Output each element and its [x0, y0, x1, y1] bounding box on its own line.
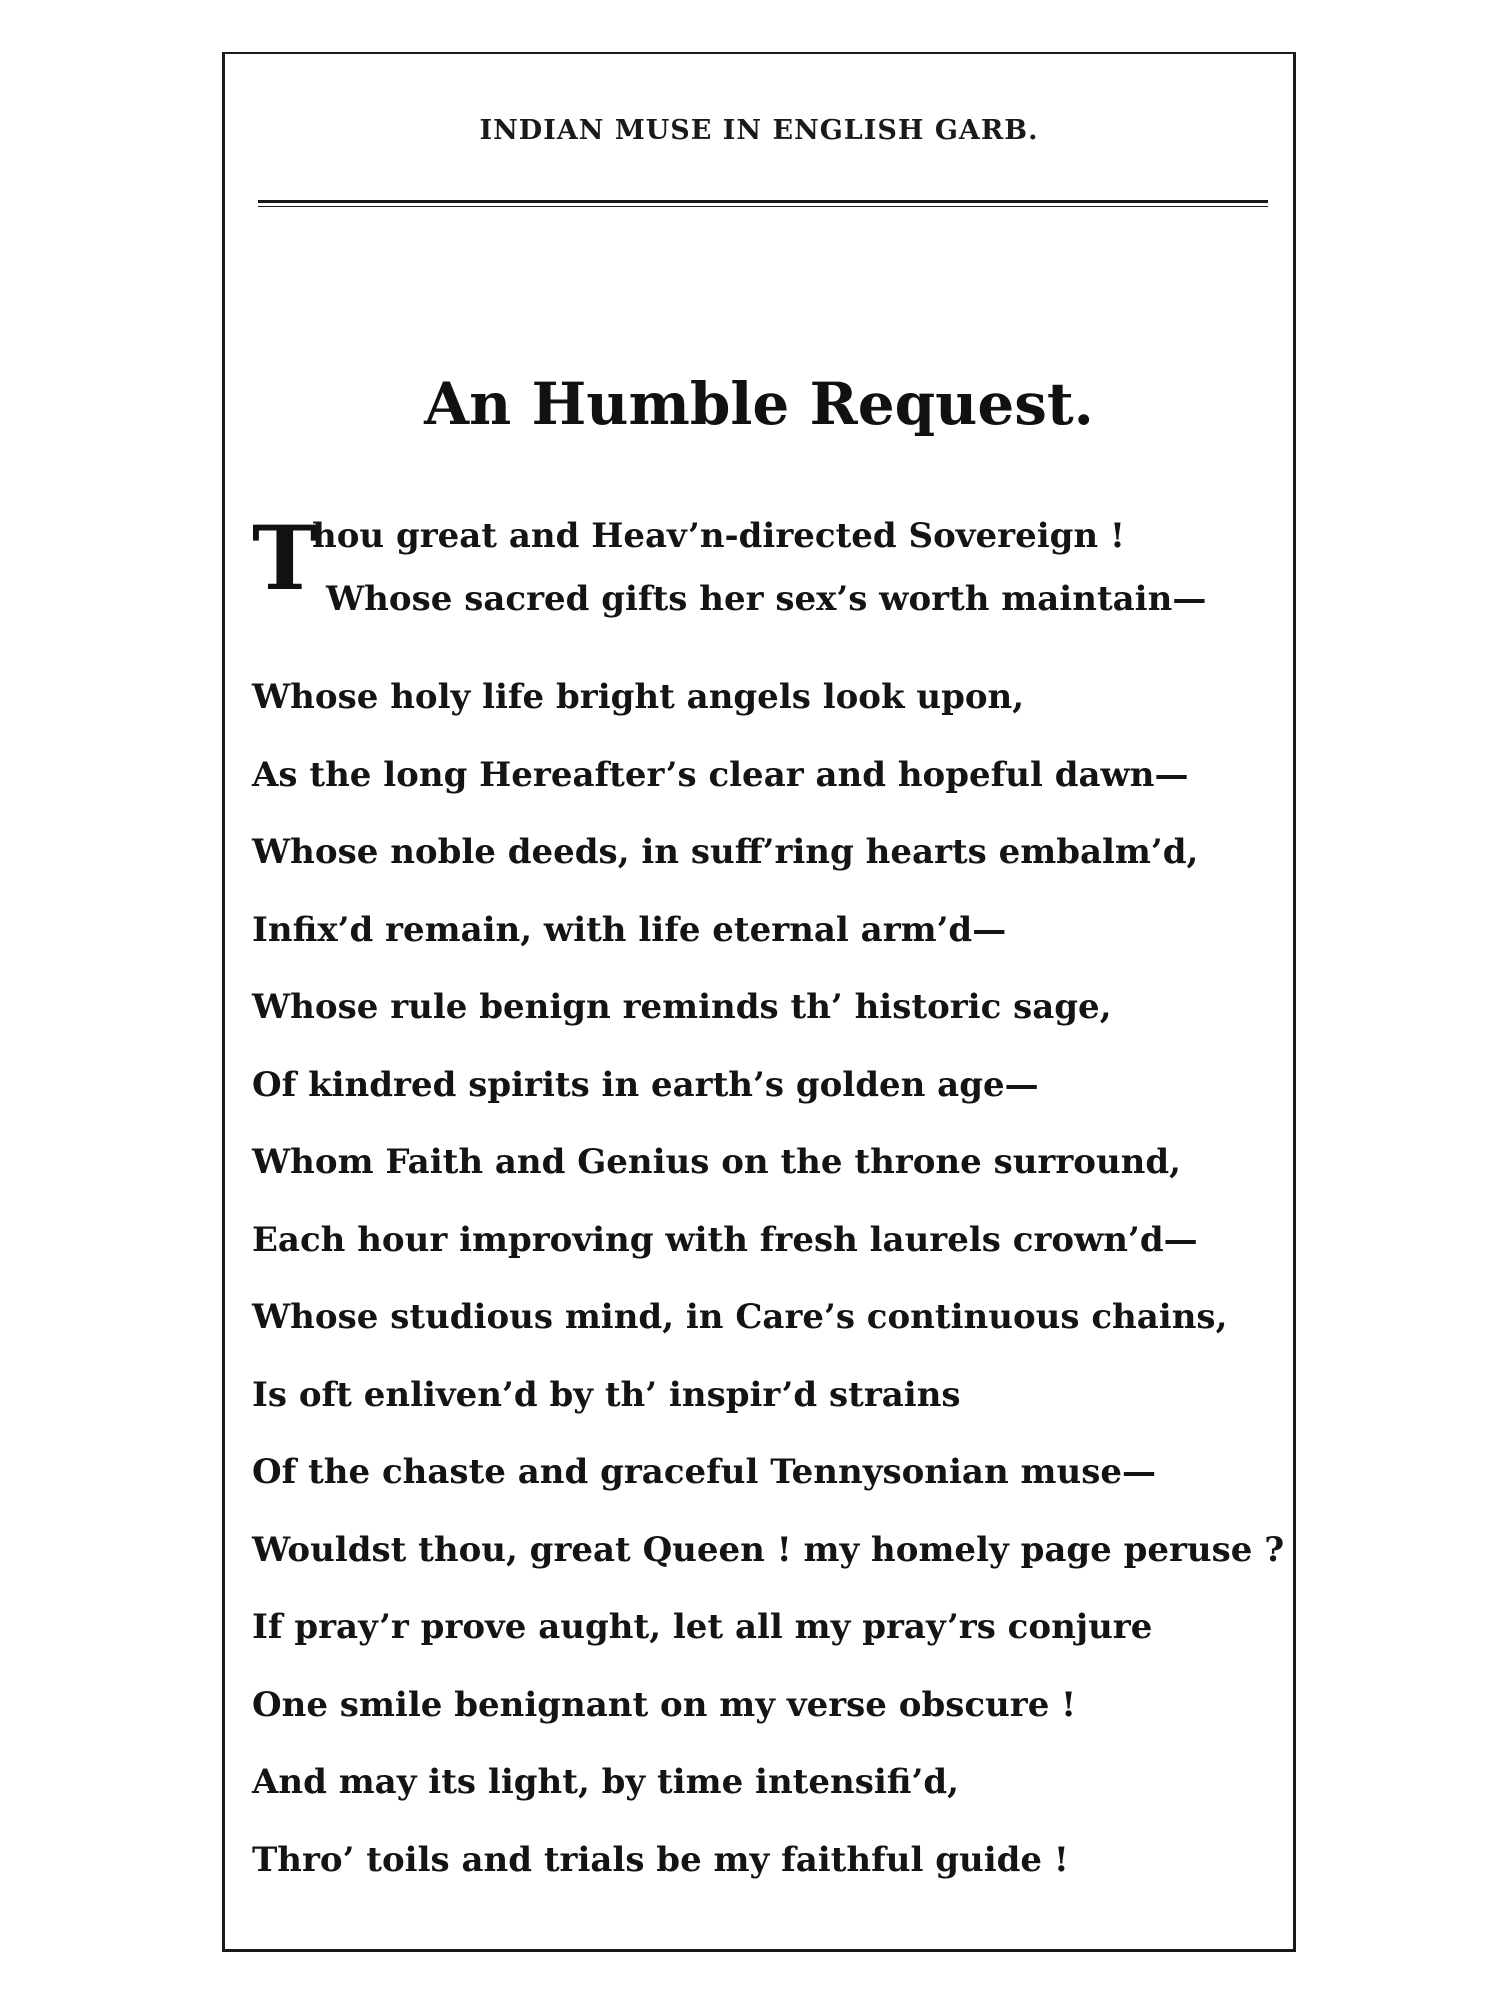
poem-line: Wouldst thou, great Queen ! my homely page peruse ? [252, 1529, 1285, 1570]
poem-line: Whose rule benign reminds th’ historic sage, [252, 987, 1112, 1027]
poem-line: Whose noble deeds, in suff’ring hearts embalm’d, [252, 832, 1199, 872]
poem-line: Of kindred spirits in earth’s golden age— [252, 1064, 1039, 1105]
poem-line: Each hour improving with fresh laurels crown’d— [252, 1219, 1198, 1260]
poem-line: And may its light, by time intensifi’d, [252, 1762, 959, 1802]
poem-line: Whose holy life bright angels look upon, [252, 677, 1025, 717]
poem-line-1: hou great and Heav’n-directed Sovereign ! [312, 516, 1125, 556]
header-rule [258, 200, 1268, 203]
poem-line: Whom Faith and Genius on the throne surround, [252, 1142, 1181, 1182]
poem-line: Infix’d remain, with life eternal arm’d— [252, 909, 1007, 950]
poem-line: As the long Hereafter’s clear and hopeful dawn— [252, 754, 1189, 795]
poem-line: Thro’ toils and trials be my faithful guide ! [252, 1839, 1069, 1880]
poem-opening [252, 504, 1272, 659]
poem-line: If pray’r prove aught, let all my pray’rs conjure [252, 1607, 1153, 1647]
running-head: INDIAN MUSE IN ENGLISH GARB. [479, 115, 1039, 146]
poem-body [252, 504, 1285, 1899]
poem-line: One smile benignant on my verse obscure ! [252, 1684, 1077, 1725]
poem-line-2: Whose sacred gifts her sex’s worth maintain— [326, 579, 1207, 619]
drop-cap: T [252, 506, 318, 610]
poem-title: An Humble Request. [424, 370, 1094, 438]
poem-line: Of the chaste and graceful Tennysonian muse— [252, 1452, 1156, 1492]
poem-line: Is oft enliven’d by th’ inspir’d strains [252, 1374, 961, 1415]
header-rule-thin [258, 206, 1268, 207]
poem-line: Whose studious mind, in Care’s continuous chains, [252, 1297, 1228, 1337]
